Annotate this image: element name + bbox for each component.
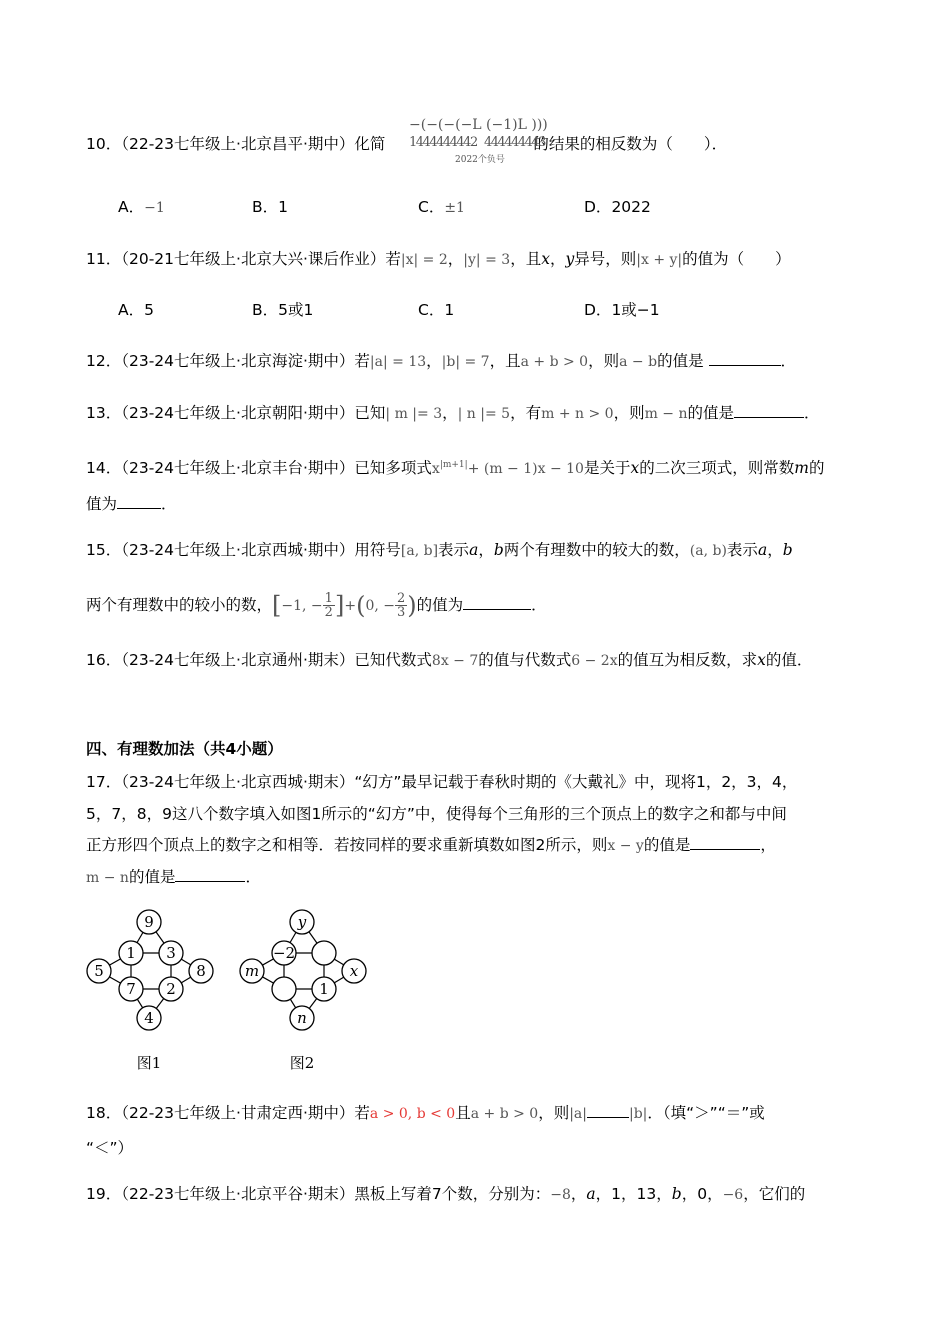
q17-line2: 5，7，8，9这八个数字填入如图1所示的“幻方”中，使得每个三角形的三个顶点上的数字之和都与中间 <box>86 805 787 823</box>
q18-line2: “＜”） <box>86 1139 134 1157</box>
q12-answer-blank[interactable] <box>709 351 781 366</box>
q17-answer-blank-1[interactable] <box>690 835 760 850</box>
svg-text:图1: 图1 <box>136 1054 162 1072</box>
q17-line3: 正方形四个顶点上的数字之和相等．若按同样的要求重新填数如图2所示，则x − y的值是 ， <box>86 836 776 854</box>
svg-text:9: 9 <box>144 913 154 931</box>
q10-option-c: C．±1 <box>418 198 465 216</box>
q18-line1: 18．（22-23七年级上·甘肃定西·期中）若a > 0, b < 0且a + b > 0，则|a| |b|．（填“＞”“＝”或 <box>86 1104 765 1122</box>
q10-expr-mid-left: 1444444442 <box>409 135 477 150</box>
q18-answer-blank[interactable] <box>587 1103 629 1118</box>
q10-text-a: 化简 <box>354 135 386 153</box>
q14-line2: 值为 ． <box>86 495 177 513</box>
svg-text:图2: 图2 <box>289 1054 315 1072</box>
q10-source: （22-23七年级上·北京昌平·期中） <box>121 135 355 153</box>
q11-line: 11．（20-21七年级上·北京大兴·课后作业）若|x| = 2，|y| = 3，且x，y异号，则|x + y|的值为（ ） <box>86 250 791 268</box>
q16-line: 16．（23-24七年级上·北京通州·期末）已知代数式8x − 7的值与代数式6 − 2x的值互为相反数，求x的值． <box>86 651 813 669</box>
magic-square-figures <box>80 905 380 1085</box>
svg-text:x: x <box>349 962 359 980</box>
q15-line1: 15．（23-24七年级上·北京西城·期中）用符号[a, b]表示a，b两个有理数中的较大的数，(a, b)表示a，b <box>86 541 793 559</box>
q10-number: 10． <box>86 135 122 153</box>
q14-line1: 14．（23-24七年级上·北京丰台·期中）已知多项式$x^{|m+1|}+ (m - 1)x - 10$是关于x的二次三项式，则常数m的 <box>86 459 825 478</box>
svg-text:4: 4 <box>144 1009 154 1027</box>
q10-text-b: 的结果的相反数为（ ）． <box>533 135 728 153</box>
svg-text:1: 1 <box>319 980 329 998</box>
q15-answer-blank[interactable] <box>463 595 531 610</box>
q11-option-b: B．5或1 <box>252 301 314 319</box>
q11-option-d: D．1或−1 <box>584 301 660 319</box>
q10-line <box>86 133 727 155</box>
svg-text:3: 3 <box>166 944 176 962</box>
svg-text:5: 5 <box>94 962 104 980</box>
q12-line: 12．（23-24七年级上·北京海淀·期中）若|a| = 13，|b| = 7，且a + b > 0，则a − b的值是 ． <box>86 352 797 370</box>
q19-line: 19．（22-23七年级上·北京平谷·期末）黑板上写着7个数，分别为：−8，a，1，13，b，0，−6，它们的 <box>86 1185 806 1203</box>
q15-line2: 两个有理数中的较小的数，[−1, − $\frac{1}{2}$ ]+(0, − $\frac{2}{3}$ )的值为 ． <box>86 591 547 620</box>
q10-expr-under: 2022个负号 <box>455 155 505 165</box>
svg-text:1: 1 <box>126 944 136 962</box>
fig2-node-sq-bl <box>272 977 296 1001</box>
q10-expr-mid-right: 444444443 <box>484 135 545 150</box>
section-heading: 四、有理数加法（共4小题） <box>86 740 283 758</box>
q14-answer-blank[interactable] <box>117 494 161 509</box>
q10-option-a: A．−1 <box>118 198 165 216</box>
svg-text:7: 7 <box>126 980 136 998</box>
q17-answer-blank-2[interactable] <box>175 867 245 882</box>
q11-option-c: C．1 <box>418 301 455 319</box>
q17-line4: m − n的值是 ． <box>86 868 261 886</box>
svg-text:m: m <box>244 962 260 980</box>
q13-answer-blank[interactable] <box>734 403 804 418</box>
svg-text:n: n <box>297 1009 307 1027</box>
q17-line1: 17．（23-24七年级上·北京西城·期末）“幻方”最早记载于春秋时期的《大戴礼》中，现将1，2，3，4， <box>86 773 798 791</box>
q11-option-a: A．5 <box>118 301 154 319</box>
svg-text:2: 2 <box>166 980 176 998</box>
q10-expr-top: −(−(−(−L (−1)L ))) <box>409 117 548 133</box>
svg-text:8: 8 <box>196 962 206 980</box>
fig2-node-sq-tr <box>312 941 336 965</box>
q10-option-b: B．1 <box>252 198 289 216</box>
q10-option-d: D．2022 <box>584 198 651 216</box>
q13-line: 13．（23-24七年级上·北京朝阳·期中）已知| m |= 3，| n |= 5，有m + n > 0，则m − n的值是 ． <box>86 404 820 422</box>
svg-text:−2: −2 <box>272 944 296 962</box>
svg-text:y: y <box>297 913 307 931</box>
